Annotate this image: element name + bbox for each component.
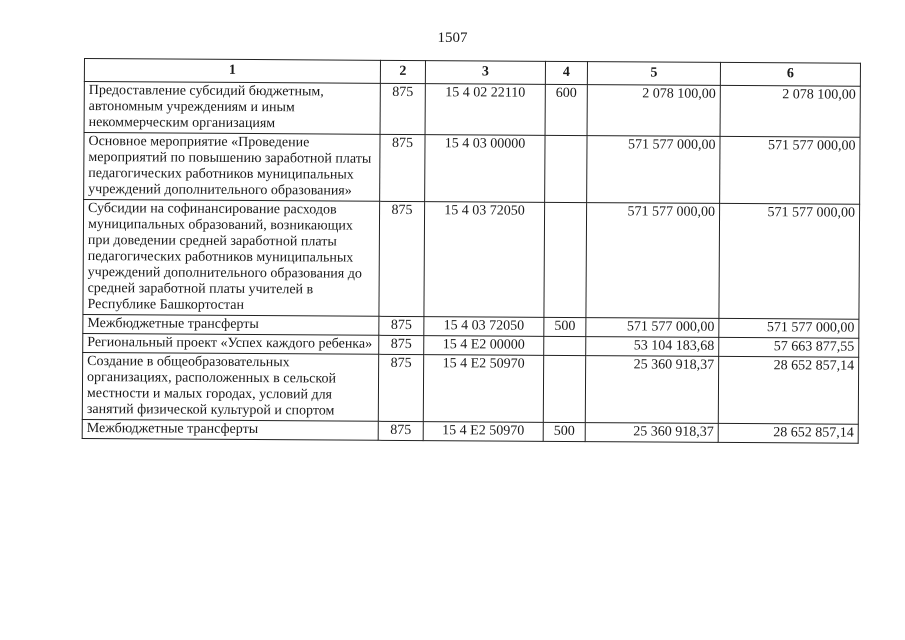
target-article-code: 15 4 03 72050 — [424, 317, 544, 337]
expense-name: Межбюджетные трансферты — [82, 419, 378, 440]
expense-type-code — [543, 355, 585, 422]
expense-name: Предоставление субсидий бюджетным, автономным учреждениям и иным некоммерческим организациям — [84, 82, 380, 135]
expense-type-code: 500 — [543, 422, 585, 441]
table-row — [84, 82, 860, 138]
table-row — [83, 200, 860, 320]
amount-year-2: 28 652 857,14 — [718, 423, 858, 443]
amount-year-2: 57 663 877,55 — [719, 337, 859, 357]
expense-type-code — [545, 135, 587, 202]
expense-name: Субсидии на софинансирование расходов муниципальных образований, возникающих при доведении средней заработной платы педагогических работников муниципальных учреждений дополнительного образования до средней заработной платы учителей в Республике Башкортостан — [83, 200, 380, 317]
department-code: 875 — [380, 134, 425, 201]
column-header: 2 — [380, 60, 425, 83]
amount-year-2: 571 577 000,00 — [719, 203, 860, 319]
column-header: 5 — [587, 62, 720, 86]
amount-year-2: 571 577 000,00 — [720, 136, 860, 204]
target-article-code: 15 4 03 72050 — [424, 202, 545, 318]
target-article-code: 15 4 03 00000 — [425, 135, 545, 203]
department-code: 875 — [379, 335, 424, 354]
expense-name: Межбюджетные трансферты — [83, 314, 379, 335]
column-header: 3 — [425, 61, 545, 85]
target-article-code: 15 4 E2 50970 — [423, 422, 543, 442]
expense-name: Региональный проект «Успех каждого ребенка» — [83, 333, 379, 354]
department-code: 875 — [378, 421, 423, 440]
amount-year-1: 571 577 000,00 — [586, 318, 719, 338]
amount-year-1: 571 577 000,00 — [586, 203, 720, 319]
expense-name: Создание в общеобразовательных организациях, расположенных в сельской местности и малых городах, условий для занятий физической культурой и спортом — [82, 352, 378, 421]
amount-year-1: 53 104 183,68 — [586, 337, 719, 357]
target-article-code: 15 4 E2 50970 — [423, 355, 543, 423]
department-code: 875 — [378, 354, 423, 421]
department-code: 875 — [379, 316, 424, 335]
expense-type-code — [544, 202, 587, 317]
table-row — [82, 419, 858, 443]
amount-year-1: 571 577 000,00 — [587, 136, 720, 204]
budget-table — [82, 58, 861, 444]
page-number: 1507 — [437, 30, 468, 46]
department-code: 875 — [379, 201, 425, 316]
expense-type-code: 500 — [544, 317, 586, 336]
column-header: 1 — [84, 59, 380, 84]
amount-year-1: 25 360 918,37 — [585, 423, 718, 443]
expense-type-code — [544, 336, 586, 355]
amount-year-2: 28 652 857,14 — [718, 356, 858, 424]
table-row — [82, 352, 858, 424]
amount-year-1: 25 360 918,37 — [585, 356, 718, 424]
department-code: 875 — [380, 83, 425, 134]
target-article-code: 15 4 02 22110 — [425, 84, 545, 136]
target-article-code: 15 4 E2 00000 — [424, 336, 544, 356]
amount-year-2: 571 577 000,00 — [719, 318, 859, 338]
expense-name: Основное мероприятие «Проведение мероприятий по повышению заработной платы педагогических работников муниципальных учреждений дополнительного образования» — [84, 133, 380, 202]
amount-year-1: 2 078 100,00 — [587, 85, 720, 137]
table-row — [84, 133, 860, 205]
column-header: 4 — [545, 61, 587, 84]
column-header: 6 — [720, 62, 860, 86]
amount-year-2: 2 078 100,00 — [720, 85, 860, 137]
expense-type-code: 600 — [545, 84, 587, 135]
